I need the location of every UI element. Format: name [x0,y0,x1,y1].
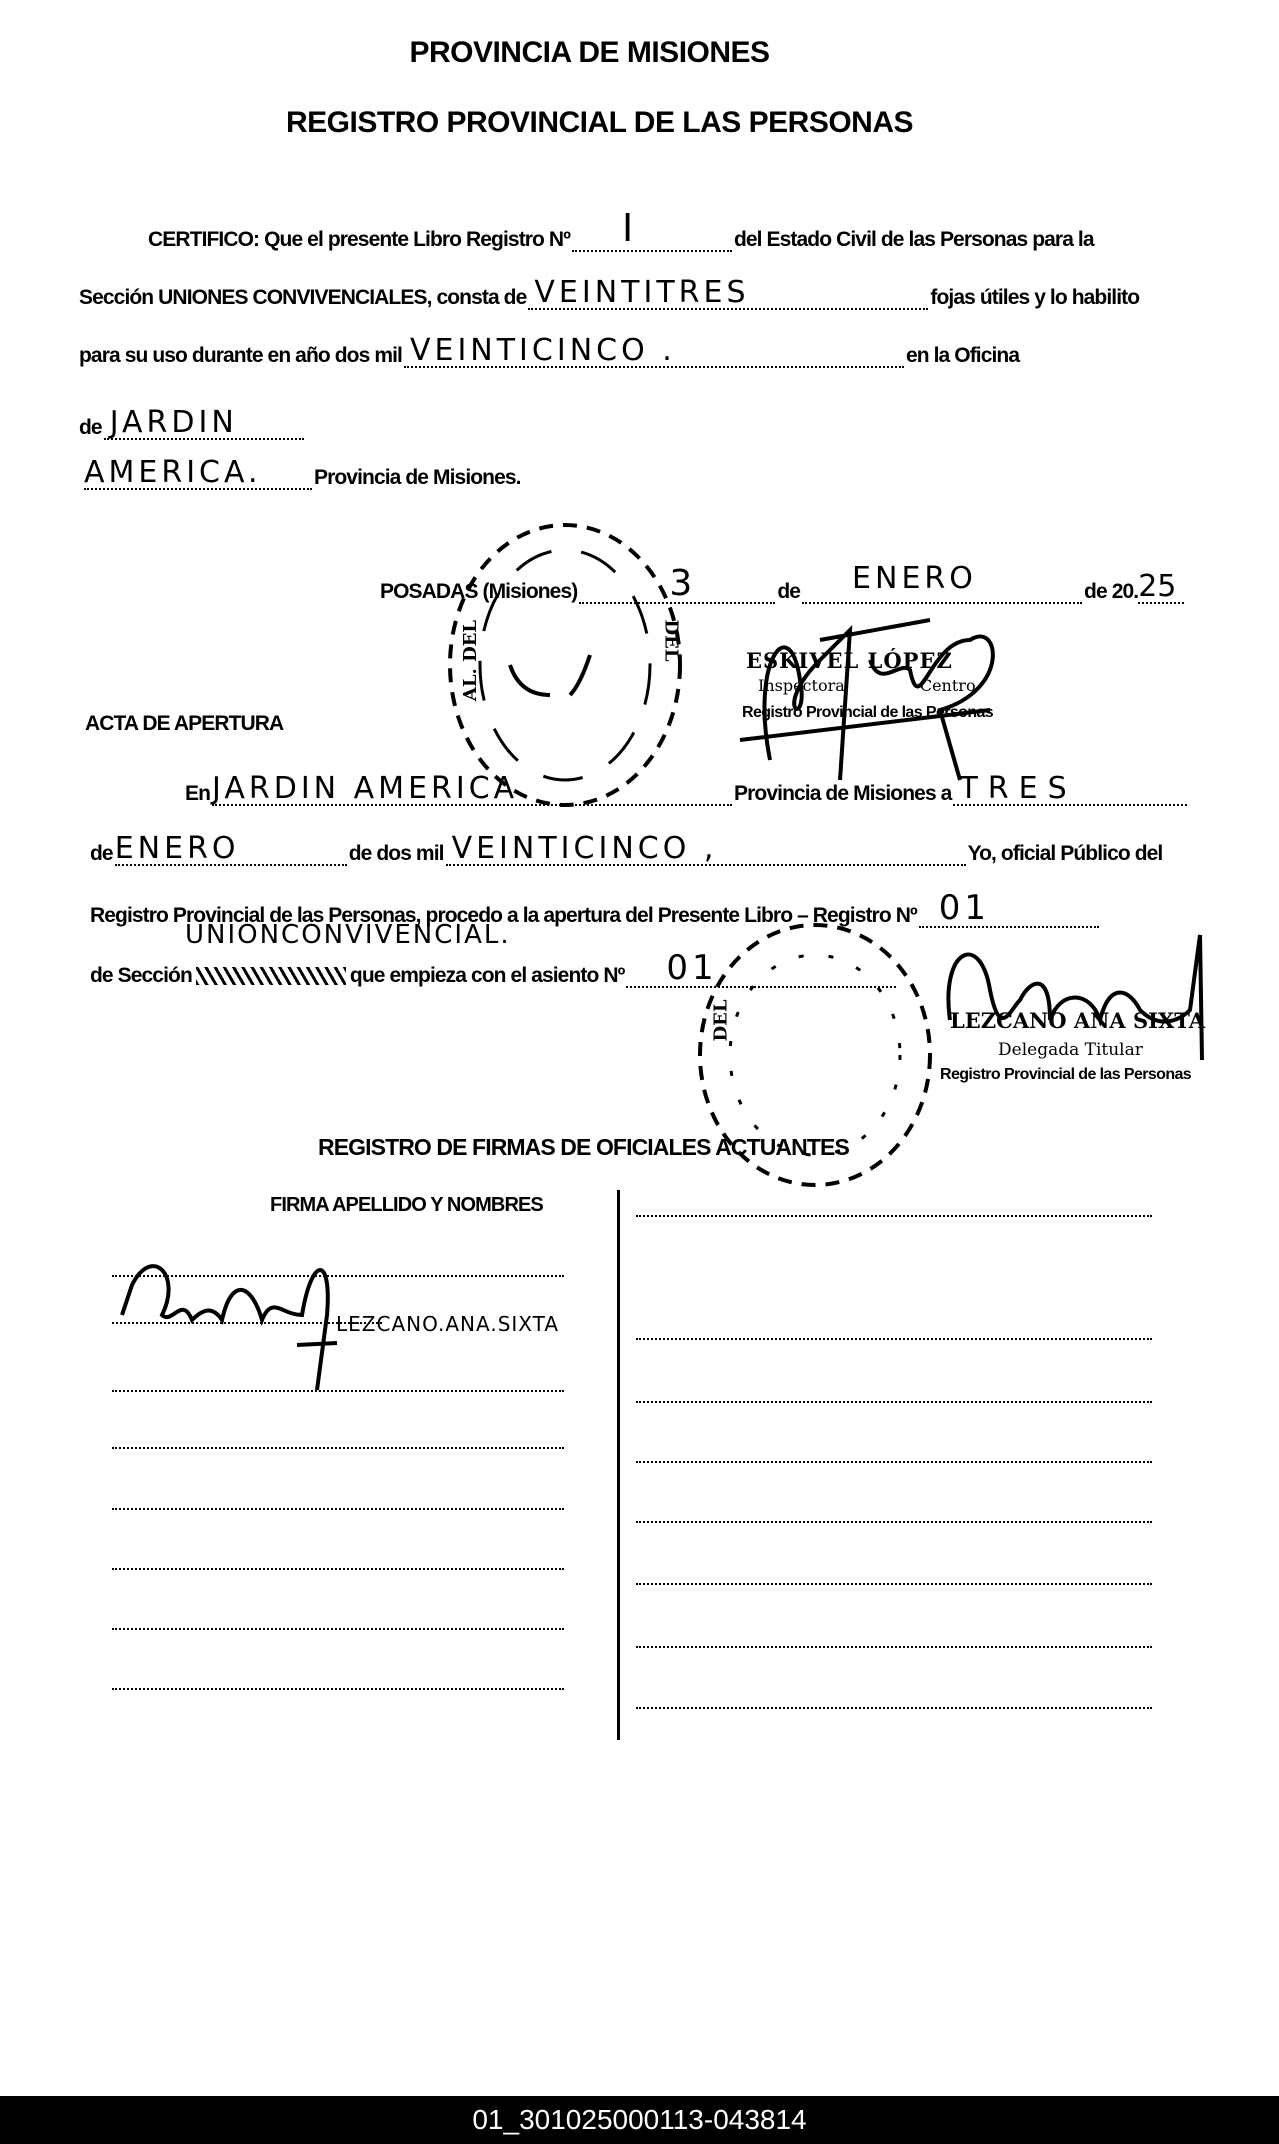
acta-day-handwritten: TRES [959,771,1077,806]
signature-line [636,1461,1152,1463]
registry-title: REGISTRO PROVINCIAL DE LAS PERSONAS [285,106,914,139]
certificate-text: fojas útiles y lo habilito [930,286,1140,309]
signatures-heading-text: REGISTRO DE FIRMAS DE OFICIALES ACTUANTES [318,1134,849,1160]
book-number-field [572,206,732,252]
acta-text: de Sección [90,964,192,987]
acta-text: En [185,782,211,805]
acta-month-handwritten: ENERO [114,831,240,866]
signature-line [112,1568,564,1570]
acta-text: Registro Provincial de las Personas, procedo a la apertura del Presente Libro – Registro Nº [90,904,917,927]
year-suffix-handwritten: 25 [1138,569,1177,604]
acta-text: Provincia de Misiones a [734,782,952,805]
inspector-role: Inspectora Centro [758,676,976,695]
office-handwritten: JARDIN [109,405,238,440]
signature-line [112,1390,564,1392]
signature-line [636,1338,1152,1340]
inspector-signature [730,600,1030,800]
de-text: de [777,580,801,603]
acta-text: Yo, oficial Público del [967,842,1163,865]
place-text: POSADAS (Misiones) [380,580,578,603]
acta-heading [85,712,283,736]
signature-line [636,1646,1152,1648]
delegate-org: Registro Provincial de las Personas [940,1066,1192,1083]
signature-line [636,1521,1152,1523]
certificate-line-3 [79,333,1020,368]
signatures-heading [318,1134,849,1161]
year-prefix-text: de 20. [1084,580,1139,603]
signature-line [112,1508,564,1510]
seal-1-text: AL. DEL [460,619,482,702]
province-title: PROVINCIA DE MISIONES [409,36,770,69]
signature-line [112,1447,564,1449]
signatures-column-label [270,1194,543,1217]
signature-entry-name: LEZCANO.ANA.SIXTA [336,1312,559,1336]
certificate-text: en la Oficina [905,344,1020,367]
signature-line [636,1401,1152,1403]
document-id: 01_301025000113-043814 [472,2104,807,2135]
signature-line [112,1688,564,1690]
acta-line-1 [185,771,1189,806]
office-handwritten-2: AMERICA. [84,455,262,490]
column-divider [617,1190,620,1740]
certificate-line-2 [79,275,1140,310]
acta-book-number-handwritten: 01 [938,888,990,928]
office-field-2 [84,455,312,490]
year-field [404,333,904,368]
seal-1-text-2: DEL [660,619,682,662]
acta-line-2 [90,831,1163,866]
certificate-text: Sección UNIONES CONVIVENCIALES, consta de [79,286,527,309]
document-id-bar [0,2096,1279,2144]
acta-text: que empieza con el asiento Nº [349,964,625,987]
acta-day-field [953,771,1187,806]
certificate-line-4 [79,405,306,440]
seal-2-text: DEL [710,999,732,1042]
pages-handwritten: VEINTITRES [534,275,750,310]
acta-text: de [90,842,113,865]
certificate-line-5 [82,455,521,490]
signature-entry-scribble [112,1255,342,1395]
acta-place-handwritten: JARDIN AMERICA [212,771,519,806]
inspector-name: ESKIVEL LÓPEZ [746,648,953,673]
book-number-handwritten: I [621,206,638,250]
certificate-text: de [79,416,102,439]
day-handwritten: 3 [669,563,697,604]
acta-heading-text: ACTA DE APERTURA [85,712,284,735]
certificate-line-1 [148,206,1094,252]
acta-year-field [446,831,966,866]
delegate-role: Delegada Titular [998,1040,1143,1060]
office-field [104,405,304,440]
acta-year-handwritten: VEINTICINCO , [451,831,718,866]
delegate-name: LEZCANO ANA SIXTA [950,1008,1206,1033]
pages-field [528,275,928,310]
certificate-text: Provincia de Misiones. [314,466,521,489]
signature-line [636,1707,1152,1709]
month-handwritten: ENERO [852,561,977,596]
certificate-text: del Estado Civil de las Personas para la [733,228,1094,251]
signature-line [112,1628,564,1630]
year-suffix-field [1138,569,1184,604]
year-handwritten: VEINTICINCO . [409,333,676,368]
certificate-text: para su uso durante en año dos mil [79,344,402,367]
column-label-text: FIRMA APELLIDO Y NOMBRES [270,1194,543,1216]
struck-section-scribble [196,967,346,985]
entry-number-handwritten: 01 [666,948,718,988]
acta-month-field [114,831,347,866]
certificate-text: CERTIFICO: Que el presente Libro Registro Nº [148,228,570,251]
acta-text: de dos mil [348,842,444,865]
inspector-org: Registro Provincial de las Personas [742,704,994,721]
signature-line [636,1215,1152,1217]
signature-line [636,1583,1152,1585]
section-handwritten: UNIONCONVIVENCIAL. [185,920,511,950]
acta-place-field [212,771,732,806]
